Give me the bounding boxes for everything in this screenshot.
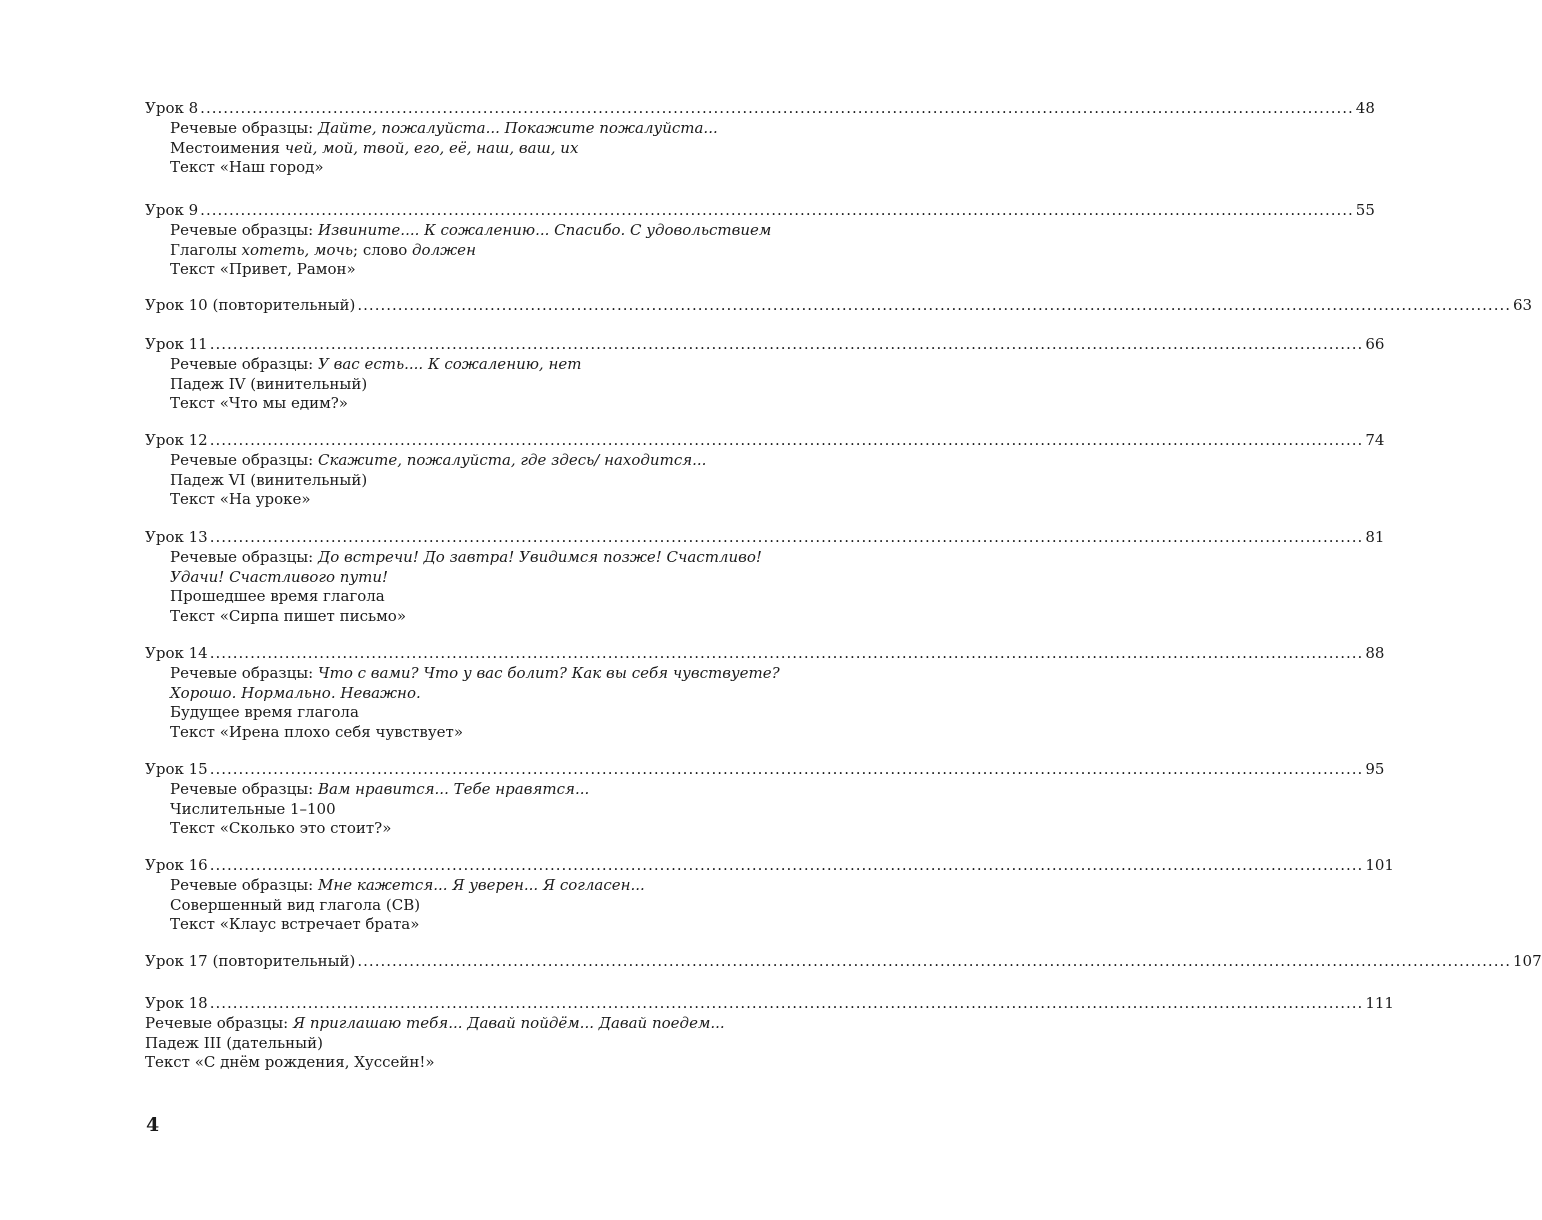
toc-subline: [145, 896, 802, 916]
italic-text: Мне кажется... Я уверен... Я согласен...: [318, 876, 645, 894]
toc-entry: [145, 296, 1533, 316]
dot-leader: ........................................................................................................................................................................................................: [209, 644, 1364, 662]
toc-subline: [145, 1034, 802, 1054]
plain-text: Числительные 1–100: [170, 799, 336, 818]
toc-entry-title-line: [145, 644, 1385, 664]
lesson-page-number: 66: [1365, 335, 1385, 353]
toc-subline: [145, 568, 802, 588]
toc-subline: [145, 119, 802, 139]
lesson-page-number: 88: [1365, 644, 1385, 662]
toc-subline: [145, 221, 802, 241]
toc-entry: [145, 335, 1385, 414]
lesson-title: Урок 10 (повторительный): [145, 296, 356, 314]
toc-subline: [145, 394, 802, 414]
toc-entry: [145, 952, 1542, 972]
dot-leader: ........................................................................................................................................................................................................: [357, 952, 1512, 970]
toc-subline: [145, 780, 802, 800]
toc-entry: [145, 99, 1375, 178]
toc-subline: [145, 471, 802, 491]
dot-leader: ........................................................................................................................................................................................................: [209, 335, 1364, 353]
lesson-page-number: 95: [1365, 760, 1385, 778]
page-number: 4: [146, 1114, 160, 1136]
toc-subline: [145, 607, 802, 627]
toc-entry-title-line: [145, 528, 1385, 548]
lesson-page-number: 81: [1365, 528, 1385, 546]
lesson-title: Урок 17 (повторительный): [145, 952, 356, 970]
toc-subline: [145, 819, 802, 839]
italic-text: Я приглашаю тебя... Давай пойдём... Давай поедем...: [293, 1014, 725, 1032]
italic-text: хотеть, мочь: [241, 240, 354, 259]
dot-leader: ........................................................................................................................................................................................................: [200, 99, 1354, 117]
toc-subline: [145, 451, 802, 471]
plain-text: Будущее время глагола: [170, 703, 359, 721]
lesson-title: Урок 13: [145, 528, 208, 546]
toc-subline: [145, 703, 802, 723]
lesson-page-number: 55: [1355, 201, 1375, 219]
italic-text: Хорошо. Нормально. Неважно.: [170, 683, 421, 702]
plain-text: Речевые образцы:: [170, 876, 318, 894]
lesson-title: Урок 11: [145, 335, 208, 353]
lesson-title: Урок 15: [145, 760, 208, 778]
lesson-title: Урок 16: [145, 856, 208, 874]
lesson-title: Урок 9: [145, 201, 199, 219]
italic-text: У вас есть.... К сожалению, нет: [318, 355, 582, 373]
lesson-page-number: 48: [1355, 99, 1375, 117]
toc-subline: [145, 876, 802, 896]
plain-text: Текст «С днём рождения, Хуссейн!»: [145, 1053, 435, 1071]
toc-entry: [145, 994, 1394, 1073]
plain-text: Местоимения: [170, 138, 285, 157]
italic-text: Удачи! Счастливого пути!: [170, 567, 389, 586]
lesson-page-number: 111: [1365, 994, 1394, 1012]
toc-entry-title-line: [145, 431, 1385, 451]
toc-subline: [145, 684, 802, 704]
plain-text: Речевые образцы:: [170, 548, 318, 566]
lesson-title: Урок 18: [145, 994, 208, 1012]
plain-text: Текст «Сирпа пишет письмо»: [170, 606, 407, 625]
toc-subline: [145, 915, 802, 935]
dot-leader: ........................................................................................................................................................................................................: [209, 760, 1364, 778]
toc-subline: [145, 241, 802, 261]
plain-text: Речевые образцы:: [170, 355, 318, 373]
toc-entry-title-line: [145, 952, 1542, 972]
plain-text: Текст «Привет, Рамон»: [170, 260, 356, 278]
dot-leader: ........................................................................................................................................................................................................: [209, 528, 1364, 546]
plain-text: Текст «Наш город»: [170, 158, 324, 176]
plain-text: Падеж IV (винительный): [170, 374, 368, 393]
italic-text: Дайте, пожалуйста... Покажите пожалуйста...: [318, 119, 718, 137]
italic-text: должен: [412, 240, 476, 259]
toc-subline: [145, 375, 802, 395]
plain-text: Речевые образцы:: [170, 119, 318, 137]
plain-text: Текст «На уроке»: [170, 490, 311, 508]
italic-text: Извините.... К сожалению... Спасибо. С удовольствием: [318, 221, 772, 239]
dot-leader: ........................................................................................................................................................................................................: [209, 856, 1364, 874]
toc-subline: [145, 158, 802, 178]
lesson-title: Урок 14: [145, 644, 208, 662]
plain-text: Речевые образцы:: [145, 1014, 293, 1032]
plain-text: Текст «Клаус встречает брата»: [170, 915, 420, 933]
plain-text: Совершенный вид глагола (СВ): [170, 895, 421, 914]
dot-leader: ........................................................................................................................................................................................................: [209, 994, 1364, 1012]
toc-subline: [145, 260, 802, 280]
plain-text: ; слово: [353, 240, 413, 259]
dot-leader: ........................................................................................................................................................................................................: [200, 201, 1354, 219]
toc-entry: [145, 528, 1385, 626]
dot-leader: ........................................................................................................................................................................................................: [209, 431, 1364, 449]
toc-entry: [145, 431, 1385, 510]
toc-entry-title-line: [145, 335, 1385, 355]
toc-entry-title-line: [145, 994, 1394, 1014]
toc-entry: [145, 201, 1375, 280]
toc-subline: [145, 800, 802, 820]
plain-text: Падеж III (дательный): [145, 1033, 323, 1052]
plain-text: Текст «Что мы едим?»: [170, 394, 348, 412]
toc-entry-title-line: [145, 99, 1375, 119]
toc-entry-title-line: [145, 201, 1375, 221]
italic-text: чей, мой, твой, его, её, наш, ваш, их: [284, 138, 579, 157]
toc-subline: [145, 1053, 802, 1073]
toc-subline: [145, 355, 802, 375]
toc-subline: [145, 1014, 802, 1034]
italic-text: Вам нравится... Тебе нравятся...: [318, 780, 590, 798]
plain-text: Речевые образцы:: [170, 780, 318, 798]
toc-entry: [145, 644, 1385, 742]
dot-leader: ........................................................................................................................................................................................................: [357, 296, 1512, 314]
toc-subline: [145, 490, 802, 510]
plain-text: Текст «Ирена плохо себя чувствует»: [170, 722, 464, 741]
italic-text: Что с вами? Что у вас болит? Как вы себя чувствуете?: [318, 664, 780, 682]
toc-subline: [145, 664, 802, 684]
plain-text: Речевые образцы:: [170, 221, 318, 239]
toc-subline: [145, 139, 802, 159]
italic-text: До встречи! До завтра! Увидимся позже! Счастливо!: [318, 548, 762, 566]
plain-text: Прошедшее время глагола: [170, 587, 385, 605]
toc-entry-title-line: [145, 856, 1394, 876]
toc-entry-title-line: [145, 760, 1385, 780]
toc-subline: [145, 723, 802, 743]
lesson-title: Урок 12: [145, 431, 208, 449]
plain-text: Речевые образцы:: [170, 451, 318, 469]
italic-text: Скажите, пожалуйста, где здесь/ находится...: [318, 451, 707, 469]
lesson-page-number: 74: [1365, 431, 1385, 449]
plain-text: Текст «Сколько это стоит?»: [170, 819, 392, 837]
plain-text: Падеж VI (винительный): [170, 470, 368, 489]
plain-text: Речевые образцы:: [170, 664, 318, 682]
lesson-page-number: 107: [1513, 952, 1542, 970]
plain-text: Глаголы: [170, 240, 242, 259]
toc-entry: [145, 856, 1394, 935]
lesson-page-number: 101: [1365, 856, 1394, 874]
toc-subline: [145, 548, 802, 568]
toc-subline: [145, 587, 802, 607]
lesson-title: Урок 8: [145, 99, 199, 117]
toc-entry: [145, 760, 1385, 839]
toc-entry-title-line: [145, 296, 1533, 316]
lesson-page-number: 63: [1513, 296, 1533, 314]
